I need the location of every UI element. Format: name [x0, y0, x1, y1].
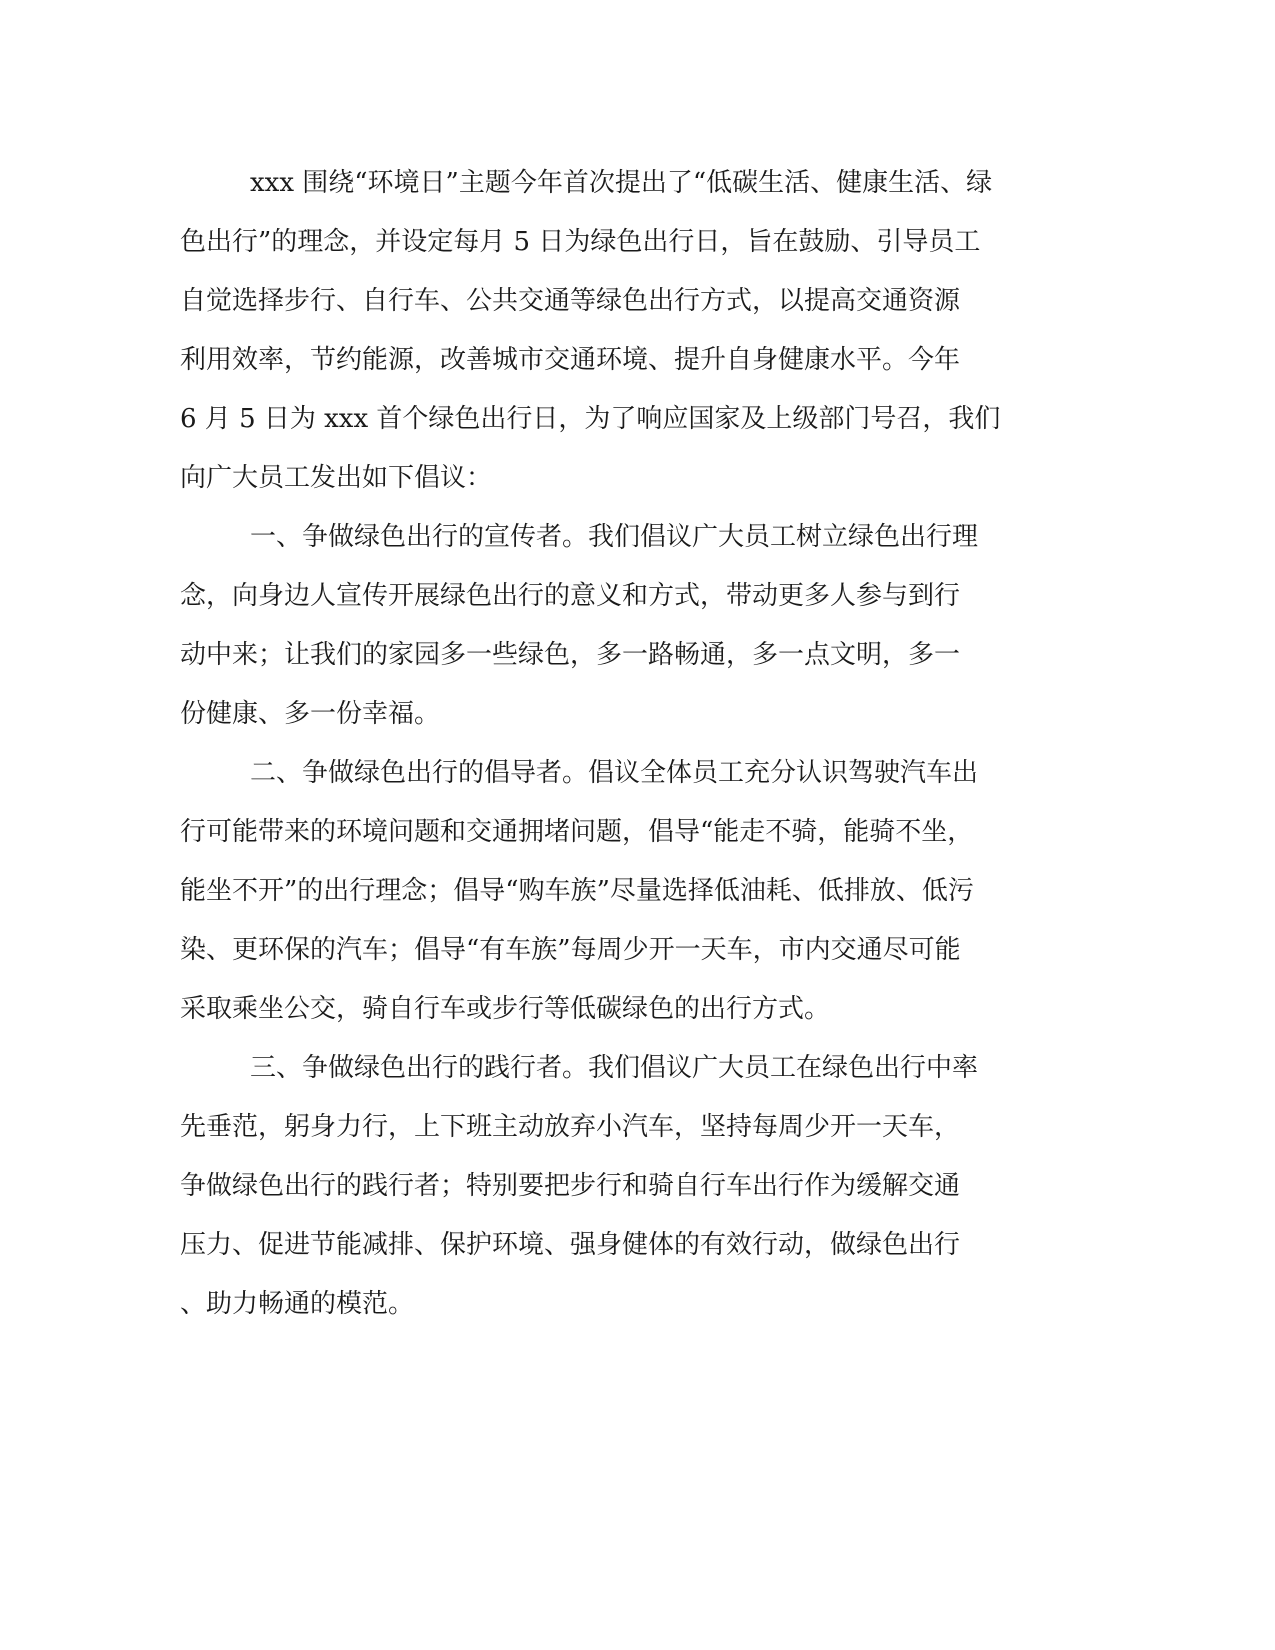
paragraph-proposal-2 [180, 744, 1030, 1039]
text-line: 二、争做绿色出行的倡导者。倡议全体员工充分认识驾驶汽车出 [250, 758, 979, 788]
text-line: 能坐不开”的出行理念；倡导“购车族”尽量选择低油耗、低排放、低污 [180, 876, 974, 906]
text-line: 色出行”的理念，并设定每月 5 日为绿色出行日，旨在鼓励、引导员工 [180, 227, 981, 257]
text-line: 染、更环保的汽车；倡导“有车族”每周少开一天车，市内交通尽可能 [180, 935, 961, 965]
text-line: 压力、促进节能减排、保护环境、强身健体的有效行动，做绿色出行 [180, 1230, 961, 1260]
text-line: 自觉选择步行、自行车、公共交通等绿色出行方式，以提高交通资源 [180, 286, 961, 316]
text-line: 利用效率，节约能源，改善城市交通环境、提升自身健康水平。今年 [180, 345, 961, 375]
text-line: 、助力畅通的模范。 [180, 1289, 415, 1319]
text-line: 份健康、多一份幸福。 [180, 699, 441, 729]
text-line: 行可能带来的环境问题和交通拥堵问题，倡导“能走不骑，能骑不坐， [180, 817, 974, 847]
text-line: 动中来；让我们的家园多一些绿色，多一路畅通，多一点文明，多一 [180, 640, 961, 670]
text-line: 6 月 5 日为 xxx 首个绿色出行日，为了响应国家及上级部门号召，我们 [180, 404, 1001, 434]
paragraph-intro [180, 154, 1030, 508]
document-body [180, 154, 1030, 1334]
text-line: xxx 围绕“环境日”主题今年首次提出了“低碳生活、健康生活、绿 [250, 168, 993, 198]
paragraph-proposal-3 [180, 1039, 1030, 1334]
text-line: 采取乘坐公交，骑自行车或步行等低碳绿色的出行方式。 [180, 994, 831, 1024]
text-line: 三、争做绿色出行的践行者。我们倡议广大员工在绿色出行中率 [250, 1053, 979, 1083]
paragraph-proposal-1 [180, 508, 1030, 744]
text-line: 向广大员工发出如下倡议： [180, 463, 493, 493]
text-line: 先垂范，躬身力行，上下班主动放弃小汽车，坚持每周少开一天车， [180, 1112, 961, 1142]
text-line: 一、争做绿色出行的宣传者。我们倡议广大员工树立绿色出行理 [250, 522, 979, 552]
text-line: 念，向身边人宣传开展绿色出行的意义和方式，带动更多人参与到行 [180, 581, 961, 611]
text-line: 争做绿色出行的践行者；特别要把步行和骑自行车出行作为缓解交通 [180, 1171, 961, 1201]
